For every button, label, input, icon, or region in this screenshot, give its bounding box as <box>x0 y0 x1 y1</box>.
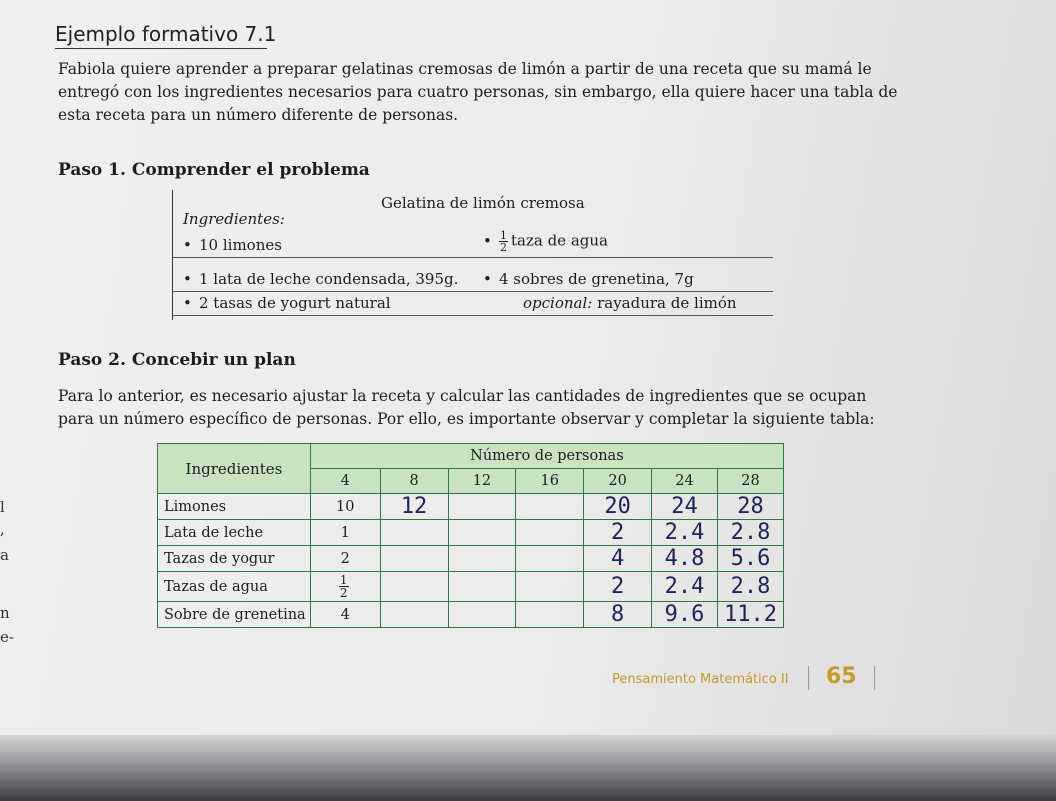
answer-cell[interactable]: 20 <box>584 494 652 520</box>
margin-fragment: n <box>0 604 10 622</box>
answer-cell[interactable] <box>380 602 448 628</box>
answer-cell[interactable] <box>516 602 584 628</box>
answer-cell[interactable]: 4.8 <box>652 546 718 572</box>
answer-cell[interactable] <box>516 546 584 572</box>
answer-cell[interactable] <box>516 572 584 602</box>
margin-fragment: a <box>0 546 9 564</box>
answer-cell[interactable]: 2.4 <box>652 572 718 602</box>
ingredient-row <box>173 294 773 316</box>
answer-cell[interactable] <box>380 572 448 602</box>
header-people-count: 24 <box>652 469 718 494</box>
ingredient-rule <box>173 315 773 316</box>
answer-cell[interactable] <box>448 494 516 520</box>
answer-cell[interactable]: 2.4 <box>652 520 718 546</box>
answer-cell[interactable]: 28 <box>717 494 783 520</box>
header-people-count: 12 <box>448 469 516 494</box>
base-value: 4 <box>310 602 380 628</box>
ingredient-rule <box>173 257 773 258</box>
header-people-count: 20 <box>584 469 652 494</box>
recipe-box <box>172 190 773 320</box>
table-row <box>158 546 784 572</box>
exercise-heading: Ejemplo formativo 7.1 <box>55 22 277 46</box>
header-people-count: 16 <box>516 469 584 494</box>
ingredient-right: opcional: rayadura de limón <box>523 294 737 312</box>
fraction-one-half: $\frac{1}{2}$ <box>500 229 507 254</box>
ingredient-row <box>173 270 773 292</box>
footer-divider <box>874 666 875 690</box>
page-number: 65 <box>826 664 857 689</box>
table-row <box>158 572 784 602</box>
row-label: Tazas de yogur <box>158 546 311 572</box>
footer-subject: Pensamiento Matemático II <box>612 672 789 687</box>
row-label: Limones <box>158 494 311 520</box>
recipe-subtitle: Ingredientes: <box>183 210 285 228</box>
heading-underline <box>55 48 267 49</box>
row-label: Lata de leche <box>158 520 311 546</box>
answer-cell[interactable] <box>448 520 516 546</box>
header-people-count: 4 <box>310 469 380 494</box>
footer-divider <box>808 666 809 690</box>
header-ingredients: Ingredientes <box>158 444 311 494</box>
page-edge-shadow <box>0 735 1056 801</box>
answer-cell[interactable]: 9.6 <box>652 602 718 628</box>
base-value: 2 <box>310 546 380 572</box>
answer-cell[interactable] <box>448 546 516 572</box>
answer-cell[interactable]: 5.6 <box>717 546 783 572</box>
margin-fragment: l <box>0 498 5 516</box>
base-value: 1 <box>310 520 380 546</box>
header-people-count: 28 <box>717 469 783 494</box>
step1-heading: Paso 1. Comprender el problema <box>58 160 370 180</box>
base-value <box>310 572 380 602</box>
header-people: Número de personas <box>310 444 783 469</box>
step2-heading: Paso 2. Concebir un plan <box>58 350 296 370</box>
answer-cell[interactable]: 2 <box>584 520 652 546</box>
fraction-one-half: $\frac{1}{2}$ <box>339 573 348 600</box>
answer-cell[interactable] <box>448 602 516 628</box>
ingredient-rule <box>173 291 773 292</box>
ingredient-left: • 2 tasas de yogurt natural <box>183 294 391 312</box>
answer-cell[interactable] <box>380 520 448 546</box>
table-row <box>158 494 784 520</box>
proportion-table <box>157 443 784 628</box>
answer-cell[interactable] <box>516 494 584 520</box>
answer-cell[interactable]: 2.8 <box>717 572 783 602</box>
answer-cell[interactable]: 4 <box>584 546 652 572</box>
answer-cell[interactable]: 11.2 <box>717 602 783 628</box>
ingredient-right: • 4 sobres de grenetina, 7g <box>483 270 694 288</box>
answer-cell[interactable]: 8 <box>584 602 652 628</box>
header-people-count: 8 <box>380 469 448 494</box>
ingredient-right: • $\frac{1}{2}$ taza de agua <box>483 229 608 254</box>
answer-cell[interactable]: 12 <box>380 494 448 520</box>
table-row <box>158 602 784 628</box>
ingredient-left: • 1 lata de leche condensada, 395g. <box>183 270 459 288</box>
table-row <box>158 520 784 546</box>
row-label: Sobre de grenetina <box>158 602 311 628</box>
answer-cell[interactable]: 2 <box>584 572 652 602</box>
plan-paragraph: Para lo anterior, es necesario ajustar la receta y calcular las cantidades de ingredientes que se ocupan para un número específico de personas. Por ello, es importante observar y completar la siguiente tabla: <box>58 387 875 428</box>
answer-cell[interactable] <box>448 572 516 602</box>
recipe-title: Gelatina de limón cremosa <box>381 194 585 212</box>
ingredient-row <box>173 229 773 258</box>
answer-cell[interactable]: 2.8 <box>717 520 783 546</box>
answer-cell[interactable] <box>516 520 584 546</box>
base-value: 10 <box>310 494 380 520</box>
margin-fragment: , <box>0 520 5 538</box>
ingredient-left: • 10 limones <box>183 236 282 254</box>
margin-fragment: e- <box>0 628 14 646</box>
row-label: Tazas de agua <box>158 572 311 602</box>
answer-cell[interactable] <box>380 546 448 572</box>
intro-paragraph: Fabiola quiere aprender a preparar gelatinas cremosas de limón a partir de una receta que su mamá le entregó con los ingredientes necesarios para cuatro personas, sin embargo, ella quiere hacer una tabla de esta receta para un número diferente de personas. <box>58 60 898 124</box>
answer-cell[interactable]: 24 <box>652 494 718 520</box>
